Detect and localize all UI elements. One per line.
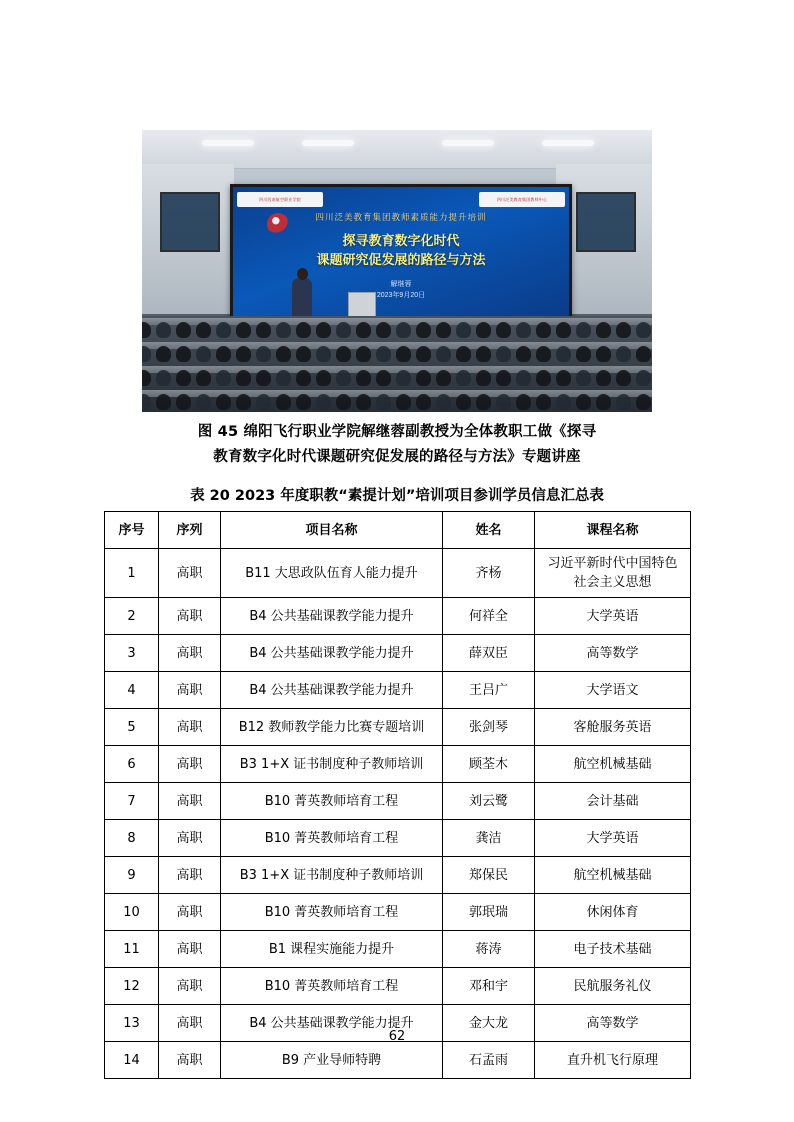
cell-project: B9 产业导师特聘	[221, 1042, 443, 1079]
cell-name: 蒋涛	[443, 931, 535, 968]
cell-seq: 高职	[159, 968, 221, 1005]
cell-name: 薛双臣	[443, 635, 535, 672]
cell-name: 石孟雨	[443, 1042, 535, 1079]
cell-seq: 高职	[159, 1005, 221, 1042]
cell-no: 6	[105, 746, 159, 783]
table-row	[105, 857, 691, 894]
slide-title-line1: 探寻教育数字化时代	[342, 233, 460, 248]
cell-seq: 高职	[159, 746, 221, 783]
cell-course: 电子技术基础	[535, 931, 691, 968]
cell-course: 航空机械基础	[535, 746, 691, 783]
table-row	[105, 746, 691, 783]
cell-name: 郑保民	[443, 857, 535, 894]
cell-name: 刘云鹭	[443, 783, 535, 820]
cell-seq: 高职	[159, 931, 221, 968]
cell-course: 会计基础	[535, 783, 691, 820]
slide-title-line2: 课题研究促发展的路径与方法	[316, 252, 486, 267]
table-row	[105, 820, 691, 857]
cell-no: 8	[105, 820, 159, 857]
cell-project: B10 菁英教师培育工程	[221, 968, 443, 1005]
table-row	[105, 672, 691, 709]
figure-caption	[142, 420, 652, 470]
cell-project: B4 公共基础课教学能力提升	[221, 1005, 443, 1042]
cell-no: 10	[105, 894, 159, 931]
cell-seq: 高职	[159, 1042, 221, 1079]
cell-course: 大学英语	[535, 820, 691, 857]
cell-seq: 高职	[159, 672, 221, 709]
cell-no: 4	[105, 672, 159, 709]
column-header-project: 项目名称	[221, 512, 443, 549]
table-title: 表 20 2023 年度职教“素提计划”培训项目参训学员信息汇总表	[190, 488, 604, 504]
slide-presenter: 解继蓉	[390, 281, 412, 288]
cell-seq: 高职	[159, 783, 221, 820]
cell-project: B12 教师教学能力比赛专题培训	[221, 709, 443, 746]
cell-project: B10 菁英教师培育工程	[221, 783, 443, 820]
page-number: 62	[388, 1029, 406, 1044]
cell-project: B3 1+X 证书制度种子教师培训	[221, 746, 443, 783]
cell-course: 航空机械基础	[535, 857, 691, 894]
table-header-row	[105, 512, 691, 549]
slide-header: 四川泛美教育集团教师素质能力提升培训	[315, 212, 487, 222]
cell-seq: 高职	[159, 857, 221, 894]
cell-course: 习近平新时代中国特色 社会主义思想	[535, 549, 691, 598]
cell-no: 2	[105, 598, 159, 635]
logo-left: 四川西南航空职业学院	[237, 192, 323, 207]
cell-project: B4 公共基础课教学能力提升	[221, 635, 443, 672]
lecture-hall-photo	[142, 130, 652, 412]
cell-project: B10 菁英教师培育工程	[221, 820, 443, 857]
slide-date: 2023年9月20日	[376, 292, 426, 299]
cell-name: 金大龙	[443, 1005, 535, 1042]
slide-footer	[233, 279, 569, 301]
table-row	[105, 968, 691, 1005]
cell-seq: 高职	[159, 598, 221, 635]
cell-no: 7	[105, 783, 159, 820]
table-row	[105, 931, 691, 968]
cell-no: 1	[105, 549, 159, 598]
cell-course: 民航服务礼仪	[535, 968, 691, 1005]
cell-no: 5	[105, 709, 159, 746]
cell-seq: 高职	[159, 635, 221, 672]
cell-no: 3	[105, 635, 159, 672]
cell-seq: 高职	[159, 894, 221, 931]
cell-course: 休闲体育	[535, 894, 691, 931]
cell-course: 客舱服务英语	[535, 709, 691, 746]
column-header-seq: 序列	[159, 512, 221, 549]
cell-course: 高等数学	[535, 1005, 691, 1042]
table-row	[105, 1042, 691, 1079]
cell-name: 邓和宇	[443, 968, 535, 1005]
cell-seq: 高职	[159, 820, 221, 857]
cell-project: B4 公共基础课教学能力提升	[221, 598, 443, 635]
figure-block	[142, 130, 652, 470]
side-display-left	[160, 192, 220, 252]
cell-no: 9	[105, 857, 159, 894]
cell-project: B1 课程实施能力提升	[221, 931, 443, 968]
cell-project: B4 公共基础课教学能力提升	[221, 672, 443, 709]
table-row	[105, 549, 691, 598]
cell-name: 龚洁	[443, 820, 535, 857]
trainee-info-table	[104, 511, 691, 1079]
projection-screen	[230, 184, 572, 326]
figure-caption-line2: 教育数字化时代课题研究促发展的路径与方法》专题讲座	[213, 449, 581, 465]
table-row	[105, 783, 691, 820]
cell-course: 直升机飞行原理	[535, 1042, 691, 1079]
cell-project: B3 1+X 证书制度种子教师培训	[221, 857, 443, 894]
cell-seq: 高职	[159, 709, 221, 746]
cell-name: 郭珉瑞	[443, 894, 535, 931]
cell-name: 何祥全	[443, 598, 535, 635]
cell-course: 大学语文	[535, 672, 691, 709]
cell-name: 顾荃木	[443, 746, 535, 783]
table-row	[105, 598, 691, 635]
cell-no: 14	[105, 1042, 159, 1079]
column-header-course: 课程名称	[535, 512, 691, 549]
cell-no: 13	[105, 1005, 159, 1042]
side-display-right	[576, 192, 636, 252]
cell-seq: 高职	[159, 549, 221, 598]
column-header-no: 序号	[105, 512, 159, 549]
speaker-head	[297, 268, 308, 280]
cell-course: 高等数学	[535, 635, 691, 672]
cell-no: 12	[105, 968, 159, 1005]
column-header-name: 姓名	[443, 512, 535, 549]
cell-course: 大学英语	[535, 598, 691, 635]
slide-title	[233, 231, 569, 269]
cell-project: B11 大思政队伍育人能力提升	[221, 549, 443, 598]
cell-project: B10 菁英教师培育工程	[221, 894, 443, 931]
table-row	[105, 709, 691, 746]
cell-name: 王吕广	[443, 672, 535, 709]
screen-logo-row	[237, 191, 565, 208]
figure-caption-line1: 图 45 绵阳飞行职业学院解继蓉副教授为全体教职工做《探寻	[197, 424, 597, 440]
cell-name: 张剑琴	[443, 709, 535, 746]
audience-area	[142, 316, 652, 412]
cell-name: 齐杨	[443, 549, 535, 598]
cell-no: 11	[105, 931, 159, 968]
logo-right: 四川泛美教育集团教师中心	[479, 192, 565, 207]
table-row	[105, 635, 691, 672]
table-row	[105, 894, 691, 931]
